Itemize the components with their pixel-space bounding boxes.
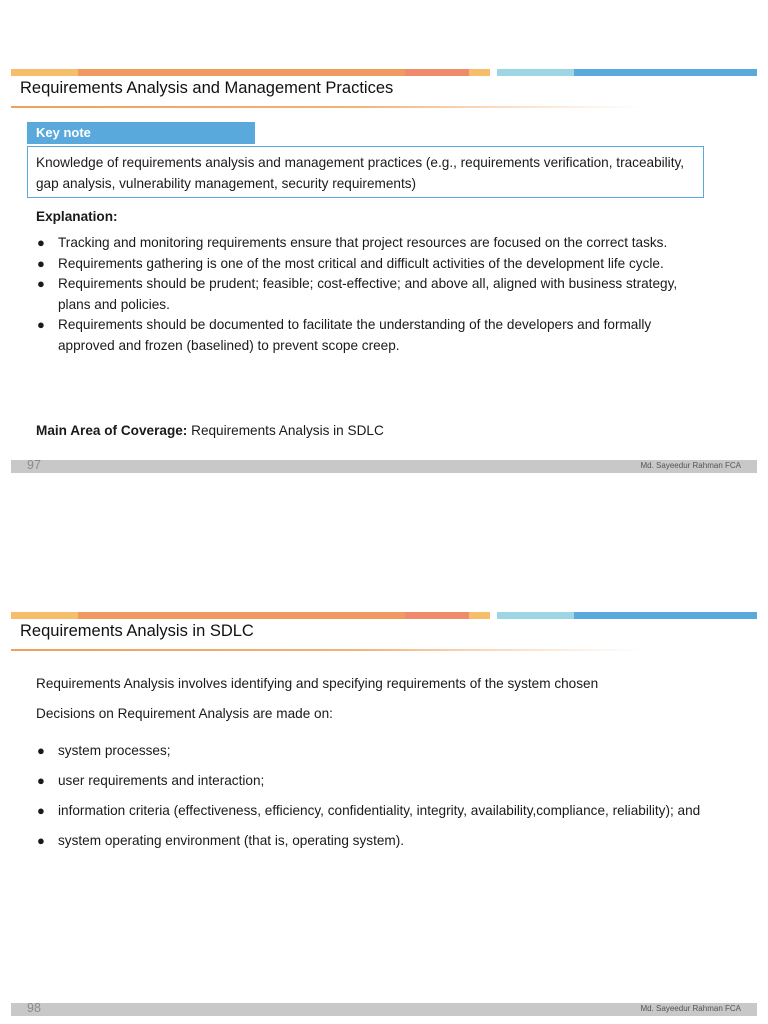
intro-line-1: Requirements Analysis involves identifying and specifying requirements of the system chosen <box>36 676 599 691</box>
key-note-box <box>27 146 704 198</box>
slide-footer <box>11 1003 757 1016</box>
list-item: ● Tracking and monitoring requirements ensure that project resources are focused on the correct tasks. <box>36 233 706 254</box>
bullet-dot-icon: ● <box>37 317 45 332</box>
slide-title: Requirements Analysis and Management Practices <box>20 79 394 97</box>
page-number: 97 <box>27 458 41 472</box>
bullet-dot-icon: ● <box>37 743 45 758</box>
coverage-line <box>36 423 384 438</box>
bullet-dot-icon: ● <box>37 773 45 788</box>
slide-title: Requirements Analysis in SDLC <box>20 622 254 640</box>
bullet-dot-icon: ● <box>37 235 45 250</box>
bullet-dot-icon: ● <box>37 276 45 291</box>
page-number: 98 <box>27 1001 41 1015</box>
coverage-value: Requirements Analysis in SDLC <box>187 423 384 438</box>
list-item: ● Requirements gathering is one of the most critical and difficult activities of the development life cycle. <box>36 254 706 275</box>
author-name: Md. Sayeedur Rahman FCA <box>640 1004 741 1013</box>
header-color-stripe <box>11 612 757 619</box>
title-underline <box>11 649 643 651</box>
header-color-stripe <box>11 69 757 76</box>
list-item: ● user requirements and interaction; <box>36 766 706 796</box>
list-item: ● Requirements should be prudent; feasible; cost-effective; and above all, aligned with business strategy, plans and policies. <box>37 276 678 312</box>
author-name: Md. Sayeedur Rahman FCA <box>640 461 741 470</box>
list-item: ● Requirements should be documented to facilitate the understanding of the developers and formally approved and frozen (baselined) to prevent scope creep. <box>37 317 652 353</box>
slide-98 <box>0 543 768 1024</box>
bullet-dot-icon: ● <box>37 833 45 848</box>
slide-97 <box>0 0 768 475</box>
coverage-label: Main Area of Coverage: <box>36 423 188 438</box>
key-note-text: Knowledge of requirements analysis and management practices (e.g., requirements verification, traceability, gap analysis, vulnerability management, security requirements) <box>36 155 685 191</box>
list-item: ● information criteria (effectiveness, efficiency, confidentiality, integrity, availability,compliance, reliability); and <box>36 796 706 826</box>
list-item: ● system processes; <box>36 736 706 766</box>
intro-line-2: Decisions on Requirement Analysis are made on: <box>36 706 333 721</box>
explanation-list <box>36 233 706 356</box>
title-underline <box>11 106 643 108</box>
bullet-dot-icon: ● <box>37 803 45 818</box>
key-note-label: Key note <box>27 122 255 144</box>
explanation-heading: Explanation: <box>36 209 118 224</box>
bullet-dot-icon: ● <box>37 255 45 271</box>
list-item: ● system operating environment (that is, operating system). <box>36 826 706 856</box>
slide-footer <box>11 460 757 473</box>
decision-list <box>36 736 706 856</box>
